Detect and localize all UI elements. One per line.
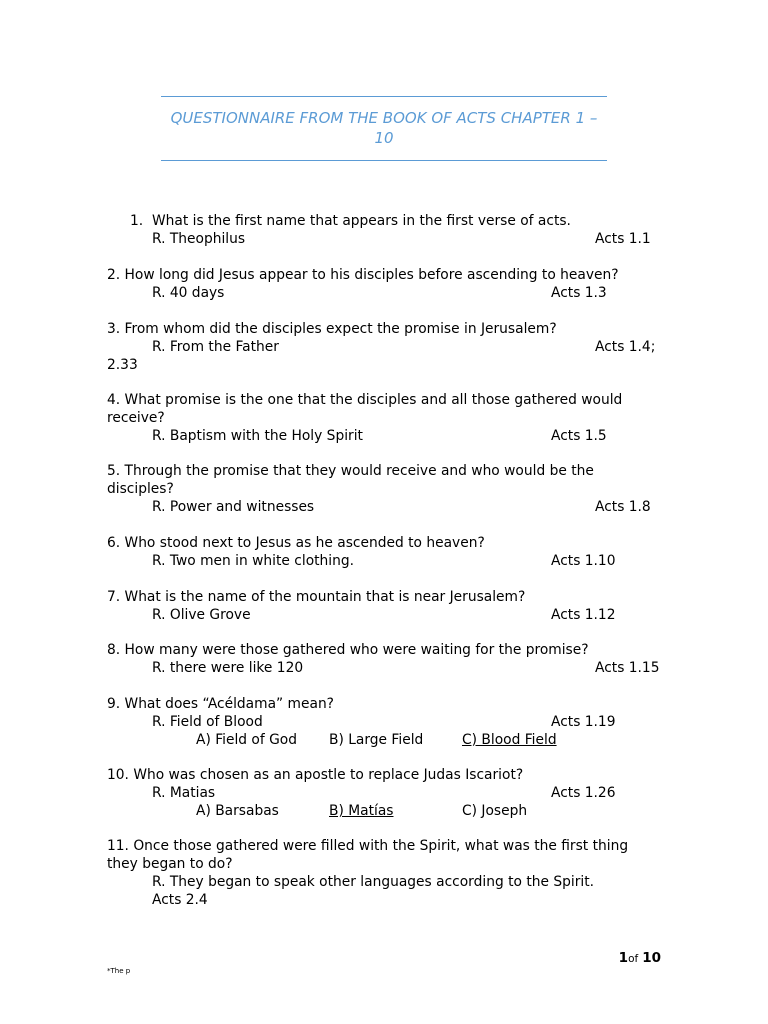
bible-reference: Acts 1.1 (595, 231, 651, 247)
question-text: 3. From whom did the disciples expect the promise in Jerusalem? (107, 321, 557, 337)
answer-text: R. They began to speak other languages according to the Spirit. (152, 874, 595, 890)
document-title (161, 108, 607, 148)
bible-reference: Acts 1.3 (551, 285, 607, 301)
bible-reference: Acts 1.8 (595, 499, 651, 515)
answer-option: A) Barsabas (196, 803, 279, 819)
bible-reference: Acts 1.4; (595, 339, 656, 355)
bible-reference: Acts 1.15 (595, 660, 660, 676)
answer-text: R. Baptism with the Holy Spirit (152, 428, 363, 444)
list-marker: 1. (130, 213, 144, 229)
question-text: 10. Who was chosen as an apostle to replace Judas Iscariot? (107, 767, 524, 783)
bible-reference: Acts 2.4 (152, 892, 208, 908)
answer-text: R. 40 days (152, 285, 225, 301)
question-text: 7. What is the name of the mountain that is near Jerusalem? (107, 589, 526, 605)
answer-option: C) Blood Field (462, 732, 557, 748)
question-text: receive? (107, 410, 165, 426)
answer-text: R. Theophilus (152, 231, 246, 247)
bible-reference-continued: 2.33 (107, 357, 138, 373)
answer-option: B) Matías (329, 803, 394, 819)
question-text: 2. How long did Jesus appear to his disciples before ascending to heaven? (107, 267, 619, 283)
bible-reference: Acts 1.19 (551, 714, 616, 730)
current-page: 1 (618, 950, 629, 966)
bible-reference: Acts 1.10 (551, 553, 616, 569)
footnote: *The p (107, 967, 131, 975)
question-text: disciples? (107, 481, 174, 497)
answer-text: R. Olive Grove (152, 607, 251, 623)
answer-option: A) Field of God (196, 732, 298, 748)
page-number (619, 948, 661, 969)
question-text: 9. What does “Acéldama” mean? (107, 696, 335, 712)
answer-text: R. From the Father (152, 339, 279, 355)
title-top-rule (161, 96, 607, 97)
question-text: 4. What promise is the one that the disciples and all those gathered would (107, 392, 623, 408)
question-text: 11. Once those gathered were filled with the Spirit, what was the first thing (107, 838, 629, 854)
title-bottom-rule (161, 160, 607, 161)
title-line: 10 (374, 129, 394, 147)
answer-option: C) Joseph (462, 803, 528, 819)
answer-text: R. Matias (152, 785, 216, 801)
question-text: they began to do? (107, 856, 233, 872)
question-text: 6. Who stood next to Jesus as he ascended to heaven? (107, 535, 485, 551)
bible-reference: Acts 1.26 (551, 785, 616, 801)
bible-reference: Acts 1.5 (551, 428, 607, 444)
total-pages: 10 (642, 950, 661, 966)
question-text: What is the first name that appears in the first verse of acts. (152, 213, 571, 229)
question-text: 5. Through the promise that they would receive and who would be the (107, 463, 594, 479)
page-of-label: of (628, 953, 639, 965)
question-text: 8. How many were those gathered who were waiting for the promise? (107, 642, 589, 658)
bible-reference: Acts 1.12 (551, 607, 616, 623)
answer-text: R. there were like 120 (152, 660, 304, 676)
answer-text: R. Two men in white clothing. (152, 553, 355, 569)
title-line: QUESTIONNAIRE FROM THE BOOK OF ACTS CHAPTER 1 – (170, 109, 598, 127)
answer-option: B) Large Field (329, 732, 424, 748)
answer-text: R. Power and witnesses (152, 499, 315, 515)
answer-text: R. Field of Blood (152, 714, 263, 730)
